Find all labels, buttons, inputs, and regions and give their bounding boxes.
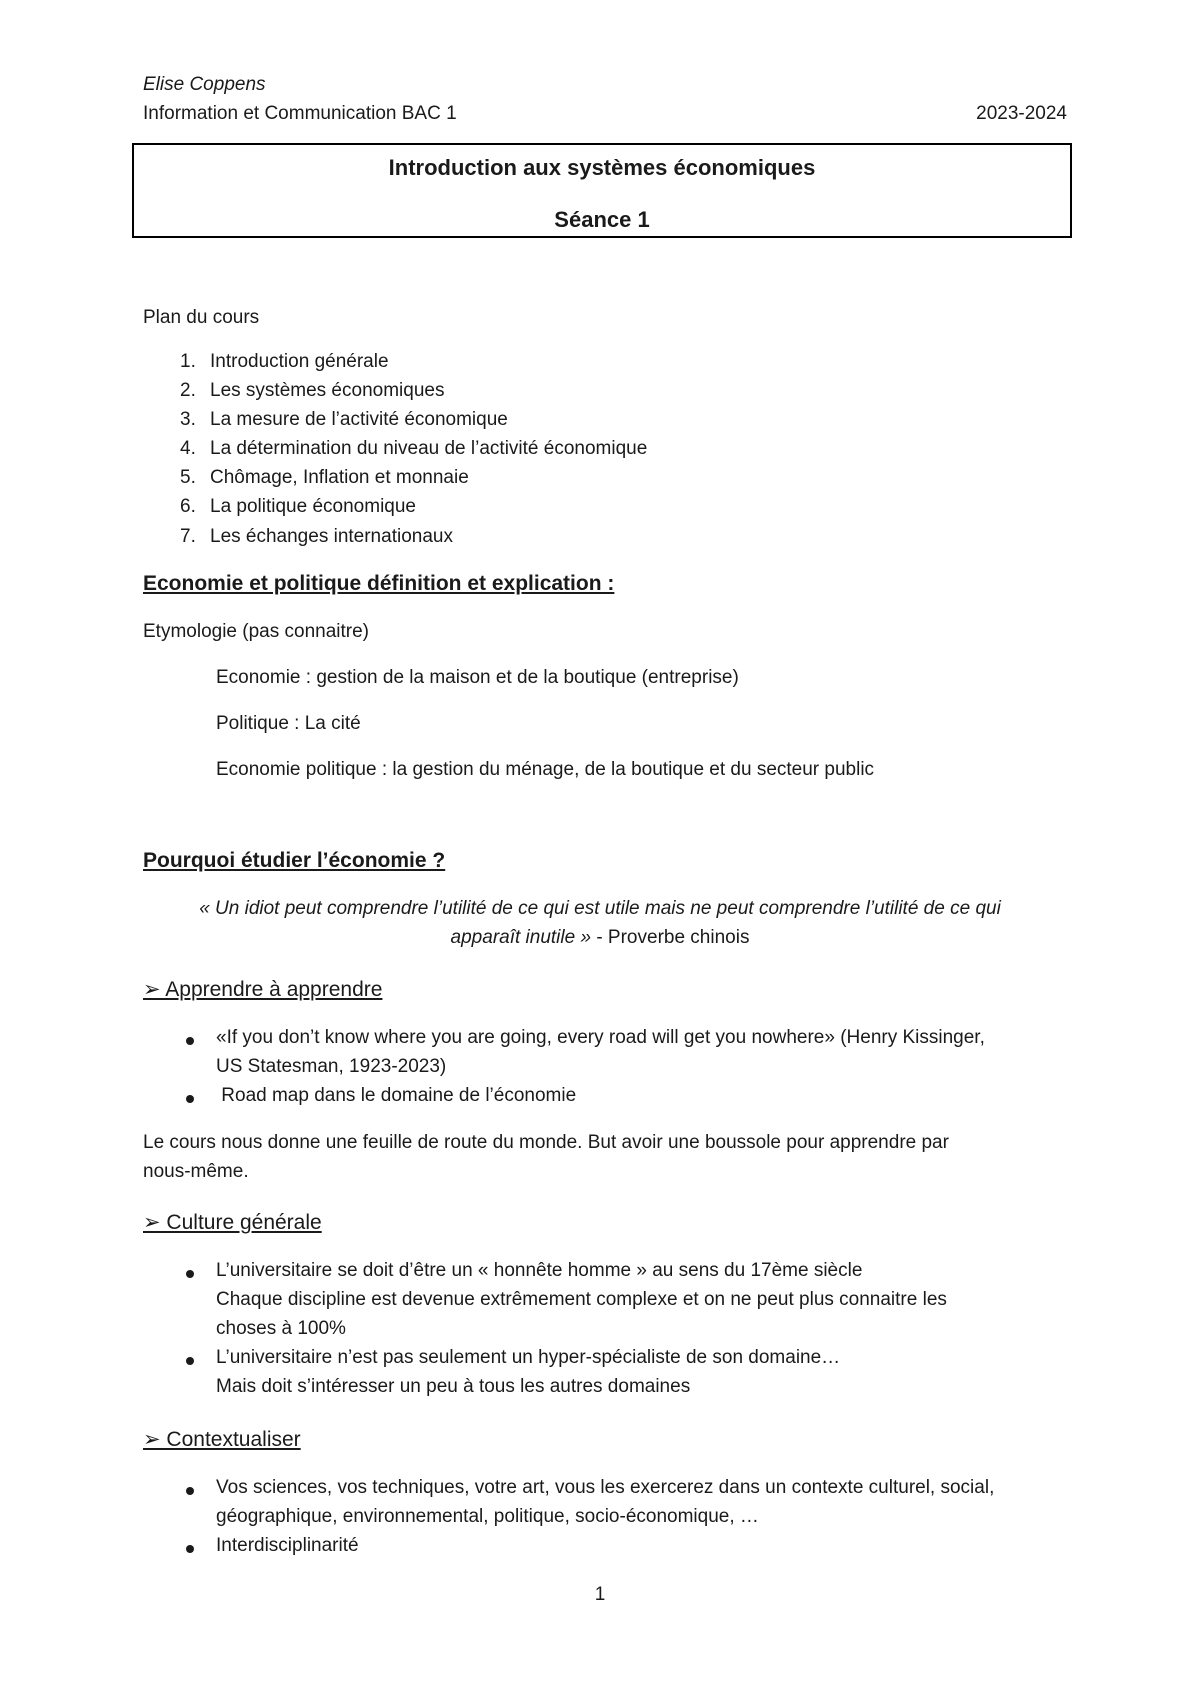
header-year: 2023-2024 xyxy=(976,103,1067,124)
bullet-icon xyxy=(186,1037,196,1047)
definition-item: Economie politique : la gestion du ménage, de la boutique et du secteur public xyxy=(216,759,875,780)
plan-item: 4. La détermination du niveau de l’activité économique xyxy=(180,438,648,459)
plan-item: 6. La politique économique xyxy=(180,496,416,517)
title-box xyxy=(132,143,1072,238)
etymology-label: Etymologie (pas connaitre) xyxy=(143,621,369,642)
document-title: Introduction aux systèmes économiques xyxy=(388,155,816,180)
bullet-text: «If you don’t know where you are going, every road will get you nowhere» (Henry Kissinger, xyxy=(216,1027,985,1048)
bullet-text-continued: Mais doit s’intéresser un peu à tous les autres domaines xyxy=(216,1376,691,1397)
paragraph-line: Le cours nous donne une feuille de route du monde. But avoir une boussole pour apprendre par xyxy=(143,1132,949,1153)
bullet-icon xyxy=(186,1095,196,1105)
plan-heading: Plan du cours xyxy=(143,307,260,328)
bullet-text: Interdisciplinarité xyxy=(216,1535,359,1556)
definition-item: Economie : gestion de la maison et de la boutique (entreprise) xyxy=(216,667,739,688)
section-heading-economie: Economie et politique définition et explication : xyxy=(143,572,615,595)
bullet-text-continued: choses à 100% xyxy=(216,1318,346,1339)
subsection-heading-culture: ➢ Culture générale xyxy=(143,1211,322,1234)
header-author: Elise Coppens xyxy=(143,74,266,95)
bullet-icon xyxy=(186,1270,196,1280)
session-title: Séance 1 xyxy=(554,207,650,232)
bullet-text-continued: US Statesman, 1923-2023) xyxy=(216,1056,447,1077)
bullet-text: Road map dans le domaine de l’économie xyxy=(216,1085,577,1106)
subsection-heading-apprendre: ➢ Apprendre à apprendre xyxy=(143,978,383,1001)
bullet-text-continued: Chaque discipline est devenue extrêmement complexe et on ne peut plus connaitre les xyxy=(216,1289,947,1310)
plan-item: 1. Introduction générale xyxy=(180,351,389,372)
bullet-icon xyxy=(186,1545,196,1555)
plan-item: 3. La mesure de l’activité économique xyxy=(180,409,508,430)
bullet-text: L’universitaire se doit d’être un « honnête homme » au sens du 17ème siècle xyxy=(216,1260,863,1281)
plan-item: 7. Les échanges internationaux xyxy=(180,526,453,547)
page-number: 1 xyxy=(594,1584,606,1605)
bullet-text: Vos sciences, vos techniques, votre art, vous les exercerez dans un contexte culturel, social, xyxy=(216,1477,995,1498)
section-heading-pourquoi: Pourquoi étudier l’économie ? xyxy=(143,849,446,872)
definition-item: Politique : La cité xyxy=(216,713,361,734)
paragraph-line: nous-même. xyxy=(143,1161,249,1182)
plan-item: 5. Chômage, Inflation et monnaie xyxy=(180,467,469,488)
bullet-text-continued: géographique, environnemental, politique, socio-économique, … xyxy=(216,1506,759,1527)
bullet-icon xyxy=(186,1487,196,1497)
header-course: Information et Communication BAC 1 xyxy=(143,103,457,124)
plan-item: 2. Les systèmes économiques xyxy=(180,380,445,401)
subsection-heading-contexte: ➢ Contextualiser xyxy=(143,1428,301,1451)
bullet-icon xyxy=(186,1357,196,1367)
bullet-text: L’universitaire n’est pas seulement un hyper-spécialiste de son domaine… xyxy=(216,1347,841,1368)
quote-line-1: « Un idiot peut comprendre l’utilité de ce qui est utile mais ne peut comprendre l’utilité de ce qui xyxy=(199,898,1001,919)
quote-line-2: apparaît inutile » - Proverbe chinois xyxy=(450,927,750,948)
